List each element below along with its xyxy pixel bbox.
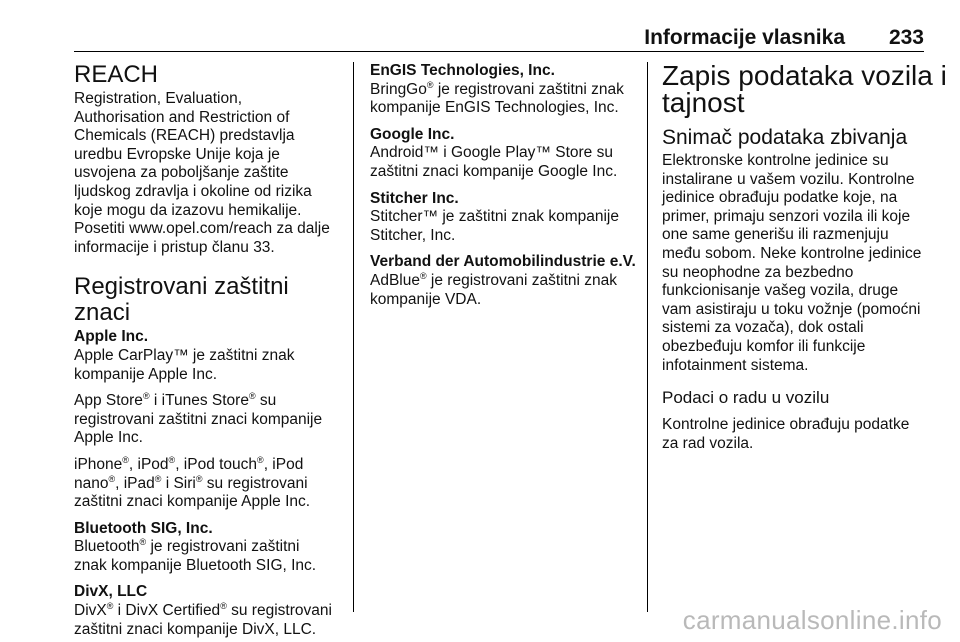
stitcher-heading: Stitcher Inc. xyxy=(370,189,459,207)
header-title: Informacije vlasnika xyxy=(644,26,845,49)
column-2 xyxy=(370,62,638,309)
column-separator-2 xyxy=(647,62,648,612)
operating-data-subtitle: Podaci o radu u vozilu xyxy=(662,388,830,408)
column-1 xyxy=(74,62,346,639)
app-store-paragraph: App Store® i iTunes Store® su registrovani zaštitni znaci kompanije Apple Inc. xyxy=(74,390,323,447)
engis-paragraph: BringGo® je registrovani zaštitni znak kompanije EnGIS Technologies, Inc. xyxy=(370,79,624,117)
event-recorder-paragraph: Elektronske kontrolne jedinice su instalirane u vašem vozilu. Kontrolne jedinice obrađuju podatke koje, na primer, primaju senzori vozila ili koje one same generišu ili razmenjuju među sobom. Neke kontrolne jedinice su neophodne za bezbedno funkcionisanje vašeg vozila, druge vam asistiraju u toku vožnje (pomoćni sistemi za vozača), dok ostali obezbeđuju komfor ili funkcije infotainment sistema. xyxy=(662,152,922,374)
operating-data-paragraph: Kontrolne jedinice obrađuju podatke za rad vozila. xyxy=(662,416,910,452)
iphone-paragraph: iPhone®, iPod®, iPod touch®, iPod nano®, iPad® i Siri® su registrovani zaštitni znaci kompanije Apple Inc. xyxy=(74,454,311,511)
reach-paragraph: Registration, Evaluation, Authorisation and Restriction of Chemicals (REACH) predstavlja uredbu Evropske Unije koja je usvojena za poboljšanje zaštite ljudskog zdravlja i okoline od rizika koje mogu da izazovu hemikalije. Posetiti www.opel.com/reach za dalje informacije i pristup članu 33. xyxy=(74,90,330,256)
apple-heading: Apple Inc. xyxy=(74,328,149,346)
engis-heading: EnGIS Technologies, Inc. xyxy=(370,62,555,79)
google-paragraph: Android™ i Google Play™ Store su zaštitni znaci kompanije Google Inc. xyxy=(370,144,618,180)
divx-heading: DivX, LLC xyxy=(74,583,148,601)
stitcher-paragraph: Stitcher™ je zaštitni znak kompanije Stitcher, Inc. xyxy=(370,208,619,244)
column-3 xyxy=(662,60,947,453)
event-recorder-subtitle: Snimač podataka zbivanja xyxy=(662,126,908,149)
trademarks-title: Registrovani zaštitni znaci xyxy=(74,273,289,327)
bluetooth-heading: Bluetooth SIG, Inc. xyxy=(74,519,213,537)
divx-paragraph: DivX® i DivX Certified® su registrovani zaštitni znaci kompanije DivX, LLC. xyxy=(74,600,332,638)
bluetooth-paragraph: Bluetooth® je registrovani zaštitni znak kompanije Bluetooth SIG, Inc. xyxy=(74,537,317,574)
google-heading: Google Inc. xyxy=(370,125,455,143)
vda-paragraph: AdBlue® je registrovani zaštitni znak kompanije VDA. xyxy=(370,270,618,308)
column-separator-1 xyxy=(353,62,354,612)
vda-heading: Verband der Automobilindustrie e.V. xyxy=(370,253,636,271)
header-rule xyxy=(74,51,924,52)
footer-watermark: carmanualsonline.info xyxy=(682,605,942,635)
reach-title: REACH xyxy=(74,61,159,88)
vehicle-data-title: Zapis podataka vozila i tajnost xyxy=(662,60,947,118)
page-number: 233 xyxy=(888,26,924,49)
apple-carplay-paragraph: Apple CarPlay™ je zaštitni znak kompanije Apple Inc. xyxy=(74,346,295,383)
